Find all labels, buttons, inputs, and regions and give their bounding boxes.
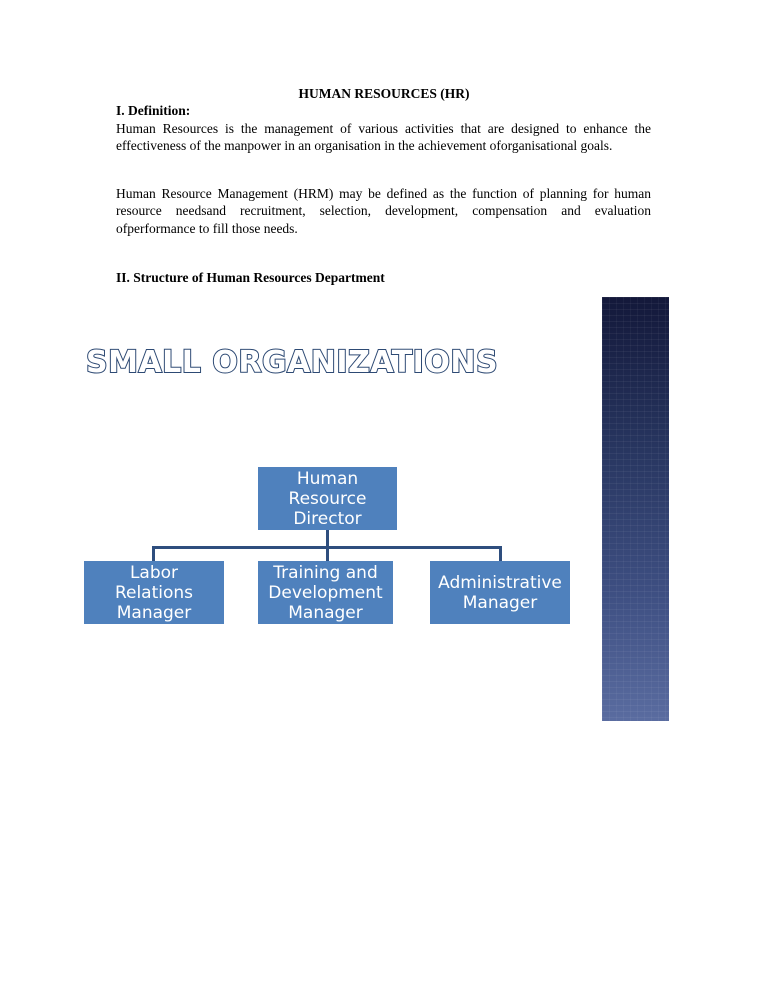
hr-director-box — [258, 467, 397, 530]
labor-line3: Manager — [116, 602, 192, 623]
administrative-manager-box — [430, 561, 570, 624]
admin-line2: Manager — [462, 592, 538, 613]
structure-heading: II. Structure of Human Resources Department — [116, 270, 385, 285]
training-line1: Training and — [273, 562, 378, 583]
org-chart-slide — [78, 297, 669, 721]
hr-director-line2: Resource — [288, 488, 367, 509]
definition-paragraph: Human Resources is the management of various activities that are designed to enhance the effectiveness of the manpower in an organisation in the achievement oforganisational goals. — [116, 121, 651, 154]
hr-director-line1: Human — [296, 468, 359, 489]
labor-line2: Relations — [114, 582, 194, 603]
slide-title: SMALL ORGANIZATIONS — [86, 345, 499, 380]
connector-right-drop — [499, 546, 502, 561]
training-line3: Manager — [288, 602, 363, 623]
training-line2: Development — [268, 582, 383, 603]
hr-director-line3: Director — [293, 508, 362, 529]
page-title: HUMAN RESOURCES (HR) — [298, 86, 470, 101]
labor-line1: Labor — [129, 562, 179, 583]
connector-left-drop — [152, 546, 155, 561]
training-development-manager-box — [258, 561, 393, 624]
definition-heading: I. Definition: — [116, 103, 191, 118]
hrm-definition-paragraph: Human Resource Management (HRM) may be defined as the function of planning for human resource needsand recruitment, selection, development, compensation and evaluation ofperformance to fill those needs. — [116, 186, 651, 236]
slide-decorative-sidebar — [602, 297, 669, 721]
admin-line1: Administrative — [438, 572, 562, 593]
labor-relations-manager-box — [84, 561, 224, 624]
connector-middle-drop — [326, 546, 329, 561]
